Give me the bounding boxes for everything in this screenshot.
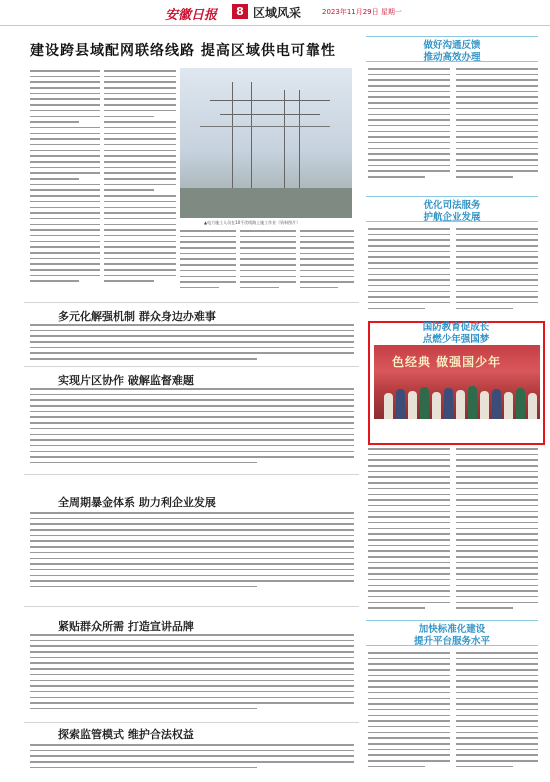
article-column-3 <box>180 230 236 300</box>
section-2-text <box>30 388 354 468</box>
section-3-text <box>30 512 354 596</box>
section-heading-5: 探索监管模式 维护合法权益 <box>58 728 194 741</box>
sidebar-3-col-a <box>368 448 450 620</box>
section-heading-4: 紧贴群众所需 打造宣讲品牌 <box>58 620 194 633</box>
section-divider <box>24 722 359 723</box>
section-divider <box>24 302 359 303</box>
photo-caption: ▲电力施工人员在10千伏线路上施工作业（资料图片） <box>204 220 301 225</box>
sidebar-heading-1: 做好沟通反馈 推动高效办理 <box>366 36 538 62</box>
section-divider <box>24 606 359 607</box>
photo-banner-text: 色经典 做强国少年 <box>392 355 502 369</box>
article-column-4 <box>240 230 296 300</box>
sidebar-heading-2: 优化司法服务 护航企业发展 <box>366 196 538 222</box>
article-column-2 <box>104 70 176 296</box>
article-column-5 <box>300 230 354 300</box>
section-4-text <box>30 634 354 718</box>
section-1-text <box>30 324 354 364</box>
section-heading-2: 实现片区协作 破解监督难题 <box>58 374 194 387</box>
power-line-photo <box>180 68 352 218</box>
section-heading-3: 全周期暴金体系 助力利企业发展 <box>58 496 216 509</box>
main-column <box>24 28 359 776</box>
page-number-badge: 8 <box>232 4 248 19</box>
main-headline: 建设跨县域配网联络线路 提高区域供电可靠性 <box>30 43 336 59</box>
sidebar-heading-3: 国防教育促成长 点燃少年强国梦 <box>422 322 490 345</box>
highlighted-article-box[interactable] <box>368 321 545 445</box>
newspaper-logo: 安徽日报 <box>165 8 218 23</box>
sidebar-2-col-b <box>456 228 538 318</box>
sidebar-2-col-a <box>368 228 450 318</box>
students-ceremony-photo <box>374 345 540 419</box>
sidebar-heading-4: 加快标准化建设 提升平台服务水平 <box>366 620 538 646</box>
section-heading-1: 多元化解强机制 群众身边办难事 <box>58 310 216 323</box>
section-title: 区域风采 <box>253 6 302 20</box>
sidebar-1-col-b <box>456 68 538 190</box>
section-divider <box>24 366 359 367</box>
article-column-1 <box>30 70 100 296</box>
sidebar-4-col-b <box>456 652 538 776</box>
section-divider <box>24 474 359 475</box>
issue-date: 2023年11月29日 星期一 <box>322 8 402 16</box>
sidebar-4-col-a <box>368 652 450 776</box>
sidebar-3-col-b <box>456 448 538 620</box>
sidebar-1-col-a <box>368 68 450 190</box>
section-5-text <box>30 744 354 774</box>
page-header <box>0 0 550 26</box>
